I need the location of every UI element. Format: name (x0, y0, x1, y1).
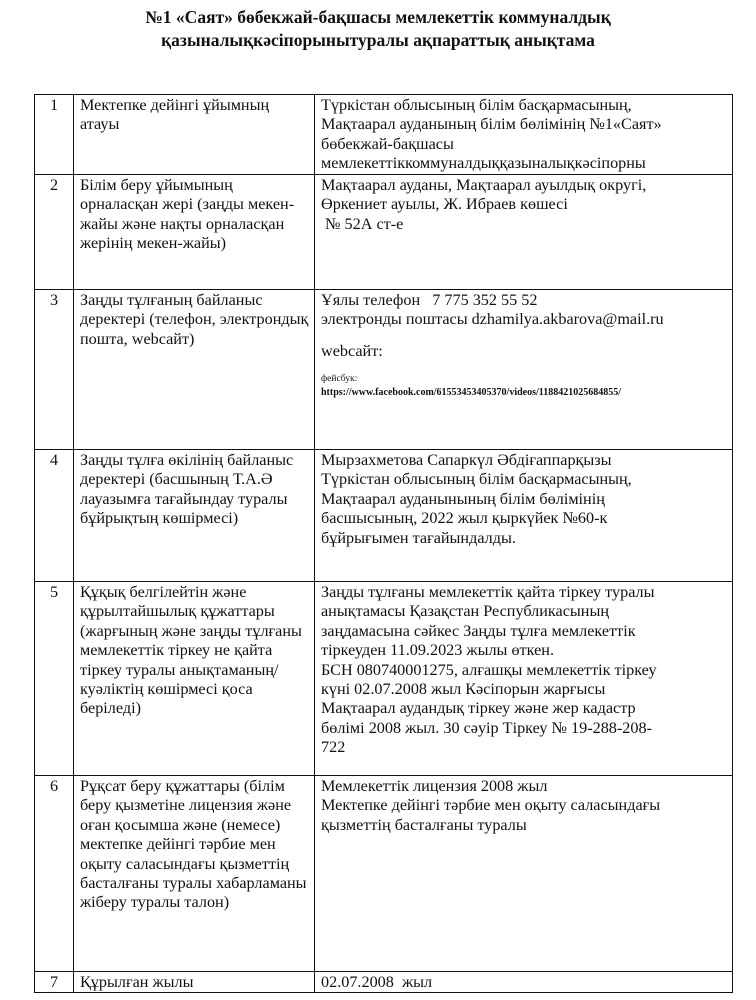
row-number: 4 (35, 450, 74, 582)
title-line-1: №1 «Саят» бөбекжай-бақшасы мемлекеттік коммуналдық (145, 7, 611, 27)
facebook-label: фейсбук: (321, 374, 358, 385)
row-number: 2 (35, 175, 74, 290)
row-label: Құқық белгілейтін және құрылтайшылық құжаттары (жарғының және заңды тұлғаны мемлекеттік тіркеу не қайта тіркеу туралы анықтаманың/куәліктің көшірмесі қоса беріледі) (74, 582, 315, 776)
table-row (35, 290, 733, 450)
email-link[interactable]: dzhamilya.akbarova@mail.ru (471, 310, 664, 329)
value-line: тіркеуден 11.09.2023 жылы өткен. (321, 641, 554, 660)
value-line: бөлімі 2008 жыл. 30 сәуір Тіркеу № 19-288-208- (321, 718, 652, 737)
email-line (321, 310, 728, 329)
row-label: Құрылған жылы (74, 972, 315, 993)
row-number: 7 (35, 972, 74, 993)
value-line: Түркістан облысының білім басқармасының, (321, 470, 632, 489)
value-line: мемлекеттіккоммуналдыққазыналықкәсіпорны (321, 154, 646, 173)
value-line: қызметтің басталғаны туралы (321, 815, 527, 834)
value-line: бөбекжай-бақшасы (321, 134, 454, 153)
value-line: Мақтаарал ауданы, Мақтаарал ауылдық округі, (321, 176, 647, 194)
value-line: басшысының, 2022 жыл қыркүйек №60-к (321, 509, 608, 528)
info-table (34, 94, 733, 993)
title-line-2: қазыналықкәсіпорынытуралы ақпараттық анықтама (161, 30, 595, 50)
value-line: Өркениет ауылы, Ж. Ибраев көшесі (321, 195, 568, 214)
email-label: электронды поштасы (321, 310, 472, 329)
value-line: бұйрығымен тағайындалды. (321, 528, 516, 547)
row-value (315, 582, 733, 776)
value-line: Мемлекеттік лицензия 2008 жыл (321, 777, 548, 795)
value-line: Мырзахметова Сапаркүл Әбдіғаппарқызы (321, 451, 612, 469)
row-label: Заңды тұлға өкілінің байланыс деректері (басшының Т.А.Ә лауазымға тағайындау туралы бұйрықтың көшірмесі) (74, 450, 315, 582)
value-line: анықтамасы Қазақстан Республикасының (321, 602, 609, 621)
value-line: № 52А ст-е (321, 214, 404, 233)
value-line: заңдамасына сәйкес Заңды тұлға мемлекеттік (321, 621, 636, 640)
row-label: Білім беру ұйымының орналасқан жері (заңды мекен-жайы және нақты орналасқан жерінің мекен-жайы) (74, 175, 315, 290)
value-line: 722 (321, 738, 346, 757)
row-label: Рұқсат беру құжаттары (білім беру қызметіне лицензия және оған қосымша және (немесе) мектепке дейінгі тәрбие мен оқыту саласындағы қызметтің басталғаны туралы хабарламаны жіберу туралы талон) (74, 776, 315, 972)
value-line: БСН 080740001275, алғашқы мемлекеттік тіркеу (321, 660, 657, 679)
table-row (35, 776, 733, 972)
row-label: Заңды тұлғаның байланыс деректері (телефон, электрондық пошта, webсайт) (74, 290, 315, 450)
table-row (35, 450, 733, 582)
table-row (35, 95, 733, 175)
table-row (35, 582, 733, 776)
row-number: 6 (35, 776, 74, 972)
value-line: Мақтаарал ауданынының білім бөлімінің (321, 489, 605, 508)
row-label: Мектепке дейінгі ұйымның атауы (74, 95, 315, 175)
row-value (315, 776, 733, 972)
table-row (35, 972, 733, 993)
row-value (315, 95, 733, 175)
row-value (315, 175, 733, 290)
row-value (315, 450, 733, 582)
row-value (315, 972, 733, 993)
value-line: Түркістан облысының білім басқармасының, (321, 96, 632, 114)
value-line: Мақтаарал аудандық тіркеу және жер кадастр (321, 699, 636, 718)
value-line: 02.07.2008 жыл (321, 973, 433, 991)
document-title (0, 6, 756, 52)
facebook-link[interactable]: https://www.facebook.com/61553453405370/videos/1188421025684855/ (321, 387, 622, 399)
value-line: Мақтаарал ауданының білім бөлімінің №1«Саят» (321, 115, 662, 134)
phone-line: Ұялы телефон 7 775 352 55 52 (321, 291, 538, 309)
row-number: 1 (35, 95, 74, 175)
row-number: 5 (35, 582, 74, 776)
table-row (35, 175, 733, 290)
value-line: Мектепке дейінгі тәрбие мен оқыту саласындағы (321, 796, 661, 815)
row-value (315, 290, 733, 450)
row-number: 3 (35, 290, 74, 450)
website-label: webсайт: (321, 341, 383, 360)
value-line: Заңды тұлғаны мемлекеттік қайта тіркеу туралы (321, 583, 655, 601)
value-line: күні 02.07.2008 жыл Кәсіпорын жарғысы (321, 680, 606, 699)
